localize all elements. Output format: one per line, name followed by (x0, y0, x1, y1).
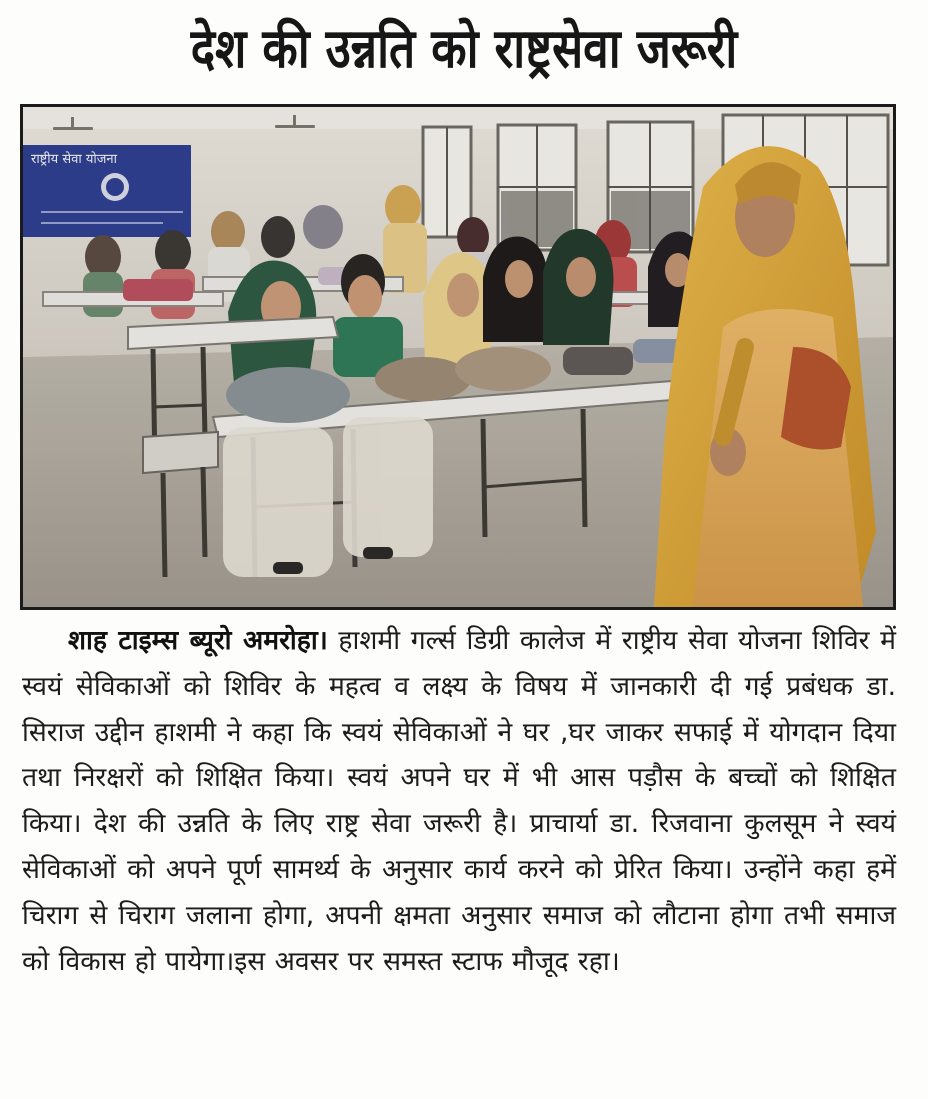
banner-text: राष्ट्रीय सेवा योजना (31, 152, 117, 167)
classroom-photo (23, 107, 893, 607)
article-text: हाशमी गर्ल्स डिग्री कालेज में राष्ट्रीय सेवा योजना शिविर में स्वयं सेविकाओं को शिविर के महत्व व लक्ष्य के विषय में जानकारी दी गई प्रबंधक डा. सिराज उद्दीन हाशमी ने कहा कि स्वयं सेविकाओं ने घर ,घर जाकर सफाई में योगदान दिया तथा निरक्षरों को शिक्षित किया। स्वयं अपने घर में भी आस पड़ौस के बच्चों को शिक्षित किया। देश की उन्नति के लिए राष्ट्र सेवा जरूरी है। प्राचार्या डा. रिजवाना कुलसूम ने स्वयं सेविकाओं को अपने पूर्ण सामर्थ्य के अनुसार कार्य करने को प्रेरित किया। उन्होंने कहा हमें चिराग से चिराग जलाना होगा, अपनी क्षमता अनुसार समाज को लौटाना होगा तभी समाज को विकास हो पायेगा।इस अवसर पर समस्त स्टाफ मौजूद रहा। (22, 625, 896, 977)
news-photo (20, 104, 896, 610)
article-body (22, 618, 896, 1088)
dateline: शाह टाइम्स ब्यूरो अमरोहा। (68, 625, 328, 656)
headline: देश की उन्नति को राष्ट्रसेवा जरूरी (190, 16, 738, 80)
